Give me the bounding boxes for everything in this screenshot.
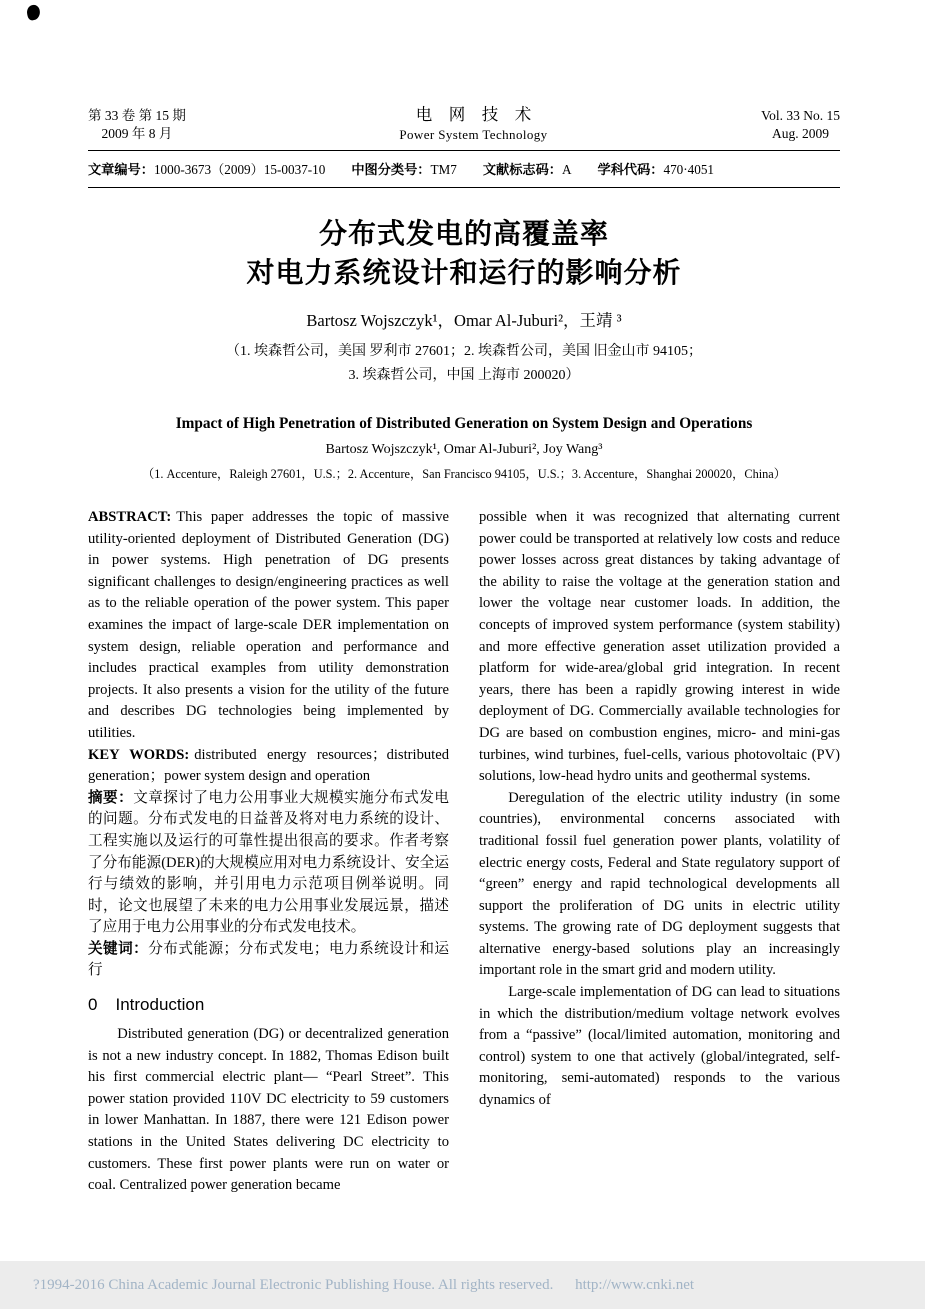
authors-en: Bartosz Wojszczyk¹, Omar Al-Juburi², Joy Wang³ xyxy=(325,442,603,457)
volume-en: Vol. 33 No. 15 xyxy=(761,108,840,123)
abstract-text: This paper addresses the topic of massive utility-oriented deployment of Distributed Generation (DG) in power systems. High penetration of DG presents significant challenges to design/engineering practices as well as to the reliable operation of the power system. This paper examines the impact of large-scale DER implementation on system design, reliable operation and performance and includes practical examples from utility demonstration projects. It also presents a vision for the utility of the future and describes DG technologies being implemented by utilities. xyxy=(88,509,449,741)
footer-text-block xyxy=(0,1277,694,1294)
date-en: Aug. 2009 xyxy=(772,126,830,141)
journal-title-block xyxy=(399,106,547,144)
affiliation-cn-line1: （1. 埃森哲公司，美国 罗利市 27601；2. 埃森哲公司，美国 旧金山市 94105； xyxy=(226,344,702,359)
cnki-footer xyxy=(0,1261,925,1309)
doc-code-value: A xyxy=(562,162,572,177)
article-id xyxy=(88,159,325,178)
body-paragraph-1: possible when it was recognized that alternating current power could be transported at relatively low costs and reduce power losses across great distances by taking advantage of the ability to raise the voltage at the generation station and lower the voltage near customer loads. In addition, the concepts of improved system performance (system stability) and more effective generation asset utilization provided a platform for wide-area/global grid integration. In recent years, there has been a rapidly growing interest in wide deployment of DG. Commercially available technologies for DG are based on combustion engines, micro- and mini-gas turbines, wind turbines, fuel-cells, various photovoltaic (PV) solutions, low-head hydro units and geothermal systems. xyxy=(479,509,840,785)
left-column xyxy=(88,507,449,1197)
affiliations-cn xyxy=(88,340,840,388)
right-column xyxy=(479,507,840,1197)
section-title: Introduction xyxy=(115,995,205,1015)
paper-title-cn-line1: 分布式发电的高覆盖率 xyxy=(318,218,609,249)
keywords-text: distributed energy resources；distributed generation；power system design and operation xyxy=(88,746,449,785)
paper-title-en: Impact of High Penetration of Distributed Generation on System Design and Operations xyxy=(175,415,753,432)
doc-code-label: 文献标志码： xyxy=(482,162,562,177)
authors-cn: Bartosz Wojszczyk¹，Omar Al-Juburi²，王靖 ³ xyxy=(306,311,622,330)
keywords-cn-text: 分布式能源；分布式发电；电力系统设计和运行 xyxy=(88,940,449,979)
abstract-label: ABSTRACT: xyxy=(88,509,172,525)
journal-title-cn: 电 网 技 术 xyxy=(415,105,532,124)
keywords-label: KEY WORDS: xyxy=(88,746,190,763)
abstract-cn-label: 摘要： xyxy=(88,789,134,806)
affiliations-en: （1. Accenture，Raleigh 27601，U.S.；2. Accenture，San Francisco 94105，U.S.；3. Accenture，Shanghai 200020，China） xyxy=(141,467,787,481)
subject-code-value: 470·4051 xyxy=(663,162,715,177)
section-number: 0 xyxy=(88,995,98,1015)
subject-code-label: 学科代码： xyxy=(597,162,664,177)
footer-copyright: ?1994-2016 China Academic Journal Electronic Publishing House. All rights reserved. xyxy=(33,1276,554,1293)
doc-code xyxy=(483,159,572,178)
body-paragraph-2: Deregulation of the electric utility industry (in some countries), environmental concerns associated with traditional fossil fuel generation power plants, volatility of electric energy costs, Federal and State regulatory support of “green” energy and rapid technological developments all support the proliferation of DG units in electric utility systems. The growing rate of DG deployment suggests that alternative energy-based solutions play an increasingly important role in the smart grid and modern utility. xyxy=(479,789,840,979)
article-meta-row xyxy=(88,151,840,188)
keywords-paragraph xyxy=(88,745,449,788)
subject-code xyxy=(598,159,715,178)
affiliation-cn-line2: 3. 埃森哲公司，中国 上海市 200020） xyxy=(348,368,580,383)
keywords-cn-label: 关键词： xyxy=(88,940,149,957)
section-heading-introduction xyxy=(88,994,449,1016)
footer-url-link[interactable]: http://www.cnki.net xyxy=(575,1276,695,1293)
abstract-cn-text: 文章探讨了电力公用事业大规模实施分布式发电的问题。分布式发电的日益普及将对电力系统的设计、工程实施以及运行的可靠性提出很高的要求。作者考察了分布能源(DER)的大规模应用对电力系统设计、安全运行与绩效的影响，并引用电力示范项目例举说明。同时，论文也展望了未来的电力公用事业发展远景，描述了应用于电力公用事业的分布式发电技术。 xyxy=(88,789,449,936)
issue-date-cn: 2009 年 8 月 xyxy=(101,126,173,141)
paper-title-cn-line2: 对电力系统设计和运行的影响分析 xyxy=(246,257,682,288)
journal-header xyxy=(88,106,840,151)
article-body xyxy=(88,507,840,1197)
article-id-value: 1000-3673（2009）15-0037-10 xyxy=(153,162,326,177)
journal-title-en: Power System Technology xyxy=(399,127,548,142)
abstract-cn-paragraph xyxy=(88,788,449,939)
abstract-paragraph xyxy=(88,507,449,745)
clc-code xyxy=(351,159,457,178)
body-paragraph-3: Large-scale implementation of DG can lead to situations in which the distribution/medium voltage network evolves from a “passive” (local/limited automation, monitoring and control) system to one that actively (global/integrated, self-monitoring, semi-automated) responds to the various dynamics of xyxy=(479,984,840,1109)
clc-value: TM7 xyxy=(430,162,457,177)
header-volume-block xyxy=(761,107,840,143)
keywords-cn-paragraph xyxy=(88,939,449,982)
header-issue-block xyxy=(88,107,186,143)
issue-volume-cn: 第 33 卷 第 15 期 xyxy=(88,108,186,123)
clc-label: 中图分类号： xyxy=(351,162,431,177)
article-id-label: 文章编号： xyxy=(88,162,154,177)
intro-paragraph: Distributed generation (DG) or decentralized generation is not a new industry concept. In 1882, Thomas Edison built his first commercial electric plant— “Pearl Street”. This power station provided 110V DC electricity to 59 customers in lower Manhattan. In 1887, there were 121 Edison power stations in the United States delivering DC electricity to customers. These first power plants were run on water or coal. Centralized power generation became xyxy=(88,1026,449,1194)
paper-title-cn xyxy=(88,214,840,292)
